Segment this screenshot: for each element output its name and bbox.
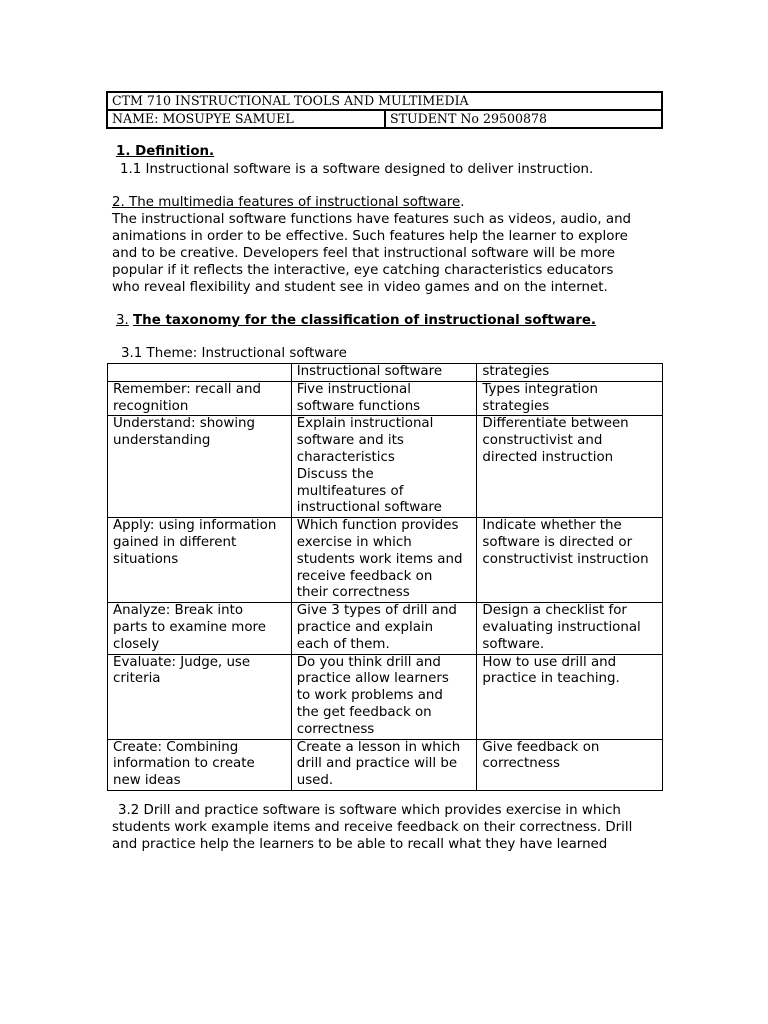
cell-line: Indicate whether the bbox=[482, 518, 622, 534]
section-1-title: . Definition. bbox=[125, 144, 215, 159]
software-cell bbox=[291, 518, 477, 603]
cell-line: Five instructional bbox=[296, 381, 411, 397]
cell-line: each of them. bbox=[296, 636, 390, 652]
cell-line: instructional software bbox=[296, 500, 442, 516]
software-cell bbox=[291, 739, 477, 790]
cell-line: multifeatures of bbox=[296, 483, 404, 499]
cell-line: parts to examine more bbox=[113, 619, 266, 635]
cell-line: Explain instructional bbox=[296, 416, 434, 432]
cell-line: gained in different bbox=[113, 534, 237, 550]
cell-line: How to use drill and bbox=[482, 654, 617, 670]
cell-line: Differentiate between bbox=[482, 416, 629, 432]
cell-line: practice allow learners bbox=[296, 671, 449, 687]
cell-line: Analyze: Break into bbox=[113, 603, 244, 619]
cell-line: the get feedback on bbox=[296, 704, 432, 720]
cell-line: characteristics bbox=[296, 449, 395, 465]
cell-line: understanding bbox=[113, 433, 211, 449]
paragraph-line: animations in order to be effective. Such features help the learner to explore bbox=[112, 229, 628, 244]
cell-line: Evaluate: Judge, use bbox=[113, 654, 251, 670]
cell-line: Types integration bbox=[482, 381, 598, 397]
header-row-course bbox=[107, 92, 662, 110]
taxonomy-row-apply bbox=[108, 518, 663, 603]
cell-line: Discuss the bbox=[296, 466, 374, 482]
cell-line: constructivist instruction bbox=[482, 551, 649, 567]
section-3-2-paragraph bbox=[112, 802, 672, 853]
cell-line: criteria bbox=[113, 671, 161, 687]
section-2-title-suffix: . bbox=[460, 195, 465, 210]
cell-line: Understand: showing bbox=[113, 416, 256, 432]
taxonomy-row-create bbox=[108, 739, 663, 790]
cell-line: information to create bbox=[113, 756, 255, 772]
strategy-cell bbox=[477, 654, 663, 739]
header-table bbox=[106, 91, 663, 129]
taxonomy-row-remember bbox=[108, 381, 663, 416]
section-3-number: 3. bbox=[116, 313, 129, 328]
section-1-heading bbox=[112, 143, 672, 160]
header-row-student bbox=[107, 110, 662, 128]
cell-line: used. bbox=[296, 773, 334, 789]
paragraph-line: The instructional software functions have features such as videos, audio, and bbox=[112, 212, 632, 227]
cell-line: exercise in which bbox=[296, 534, 412, 550]
taxonomy-header-level bbox=[108, 364, 292, 382]
strategy-cell bbox=[477, 416, 663, 518]
section-3-heading bbox=[112, 312, 672, 329]
section-3-title: The taxonomy for the classification of instructional software. bbox=[133, 313, 596, 328]
strategy-cell bbox=[477, 603, 663, 654]
level-cell bbox=[108, 416, 292, 518]
level-cell bbox=[108, 739, 292, 790]
cell-line: Remember: recall and bbox=[113, 381, 261, 397]
paragraph-line: popular if it reflects the interactive, eye catching characteristics educators bbox=[112, 263, 614, 278]
cell-line: Create: Combining bbox=[113, 739, 239, 755]
cell-line: Apply: using information bbox=[113, 518, 277, 534]
paragraph-line: and practice help the learners to be able to recall what they have learned bbox=[112, 837, 608, 852]
definition-text: 1.1 Instructional software is a software designed to deliver instruction. bbox=[120, 162, 594, 177]
cell-line: constructivist and bbox=[482, 433, 603, 449]
cell-line: software and its bbox=[296, 433, 404, 449]
cell-line: new ideas bbox=[113, 773, 181, 789]
taxonomy-row-evaluate bbox=[108, 654, 663, 739]
cell-line: strategies bbox=[482, 398, 550, 414]
software-cell bbox=[291, 381, 477, 416]
cell-line: correctness bbox=[482, 756, 560, 772]
paragraph-line: and to be creative. Developers feel that instructional software will be more bbox=[112, 246, 615, 261]
cell-line: software is directed or bbox=[482, 534, 633, 550]
cell-line: Which function provides bbox=[296, 518, 459, 534]
paragraph-line: 3.2 Drill and practice software is software which provides exercise in which bbox=[118, 803, 621, 818]
cell-line: Create a lesson in which bbox=[296, 739, 461, 755]
strategy-cell bbox=[477, 739, 663, 790]
taxonomy-header-software: Instructional software bbox=[291, 364, 477, 382]
software-cell bbox=[291, 416, 477, 518]
taxonomy-header-row bbox=[108, 364, 663, 382]
cell-line: Design a checklist for bbox=[482, 603, 627, 619]
software-cell bbox=[291, 603, 477, 654]
cell-line: practice in teaching. bbox=[482, 671, 620, 687]
cell-line: practice and explain bbox=[296, 619, 434, 635]
student-number: STUDENT No 29500878 bbox=[385, 110, 662, 128]
cell-line: Give 3 types of drill and bbox=[296, 603, 457, 619]
cell-line: recognition bbox=[113, 398, 189, 414]
cell-line: receive feedback on bbox=[296, 568, 433, 584]
level-cell bbox=[108, 654, 292, 739]
cell-line: their correctness bbox=[296, 585, 410, 601]
cell-line: correctness bbox=[296, 721, 375, 737]
cell-line: situations bbox=[113, 551, 179, 567]
section-2-paragraph bbox=[112, 211, 672, 296]
paragraph-line: who reveal flexibility and student see in video games and on the internet. bbox=[112, 280, 608, 295]
course-title: CTM 710 INSTRUCTIONAL TOOLS AND MULTIMEDIA bbox=[107, 92, 662, 110]
strategy-cell bbox=[477, 518, 663, 603]
taxonomy-header-strategies: strategies bbox=[477, 364, 663, 382]
cell-line: closely bbox=[113, 636, 160, 652]
theme-label: 3.1 Theme: Instructional software bbox=[121, 346, 347, 361]
cell-line: software. bbox=[482, 636, 545, 652]
section-2-title: 2. The multimedia features of instructional software bbox=[112, 195, 461, 210]
section-1-text bbox=[112, 161, 672, 178]
section-3-subtitle bbox=[112, 345, 672, 362]
cell-line: evaluating instructional bbox=[482, 619, 641, 635]
taxonomy-table bbox=[107, 363, 663, 791]
cell-line: students work items and bbox=[296, 551, 463, 567]
strategy-cell bbox=[477, 381, 663, 416]
paragraph-line: students work example items and receive feedback on their correctness. Drill bbox=[112, 820, 633, 835]
section-1-number: 1 bbox=[116, 144, 126, 159]
section-2-heading bbox=[112, 194, 672, 211]
student-name: NAME: MOSUPYE SAMUEL bbox=[107, 110, 385, 128]
taxonomy-row-understand bbox=[108, 416, 663, 518]
cell-line: Give feedback on bbox=[482, 739, 600, 755]
cell-line: drill and practice will be bbox=[296, 756, 458, 772]
cell-line: to work problems and bbox=[296, 688, 443, 704]
taxonomy-row-analyze bbox=[108, 603, 663, 654]
cell-line: Do you think drill and bbox=[296, 654, 441, 670]
level-cell bbox=[108, 381, 292, 416]
level-cell bbox=[108, 518, 292, 603]
cell-line: directed instruction bbox=[482, 449, 614, 465]
level-cell bbox=[108, 603, 292, 654]
cell-line: software functions bbox=[296, 398, 421, 414]
software-cell bbox=[291, 654, 477, 739]
